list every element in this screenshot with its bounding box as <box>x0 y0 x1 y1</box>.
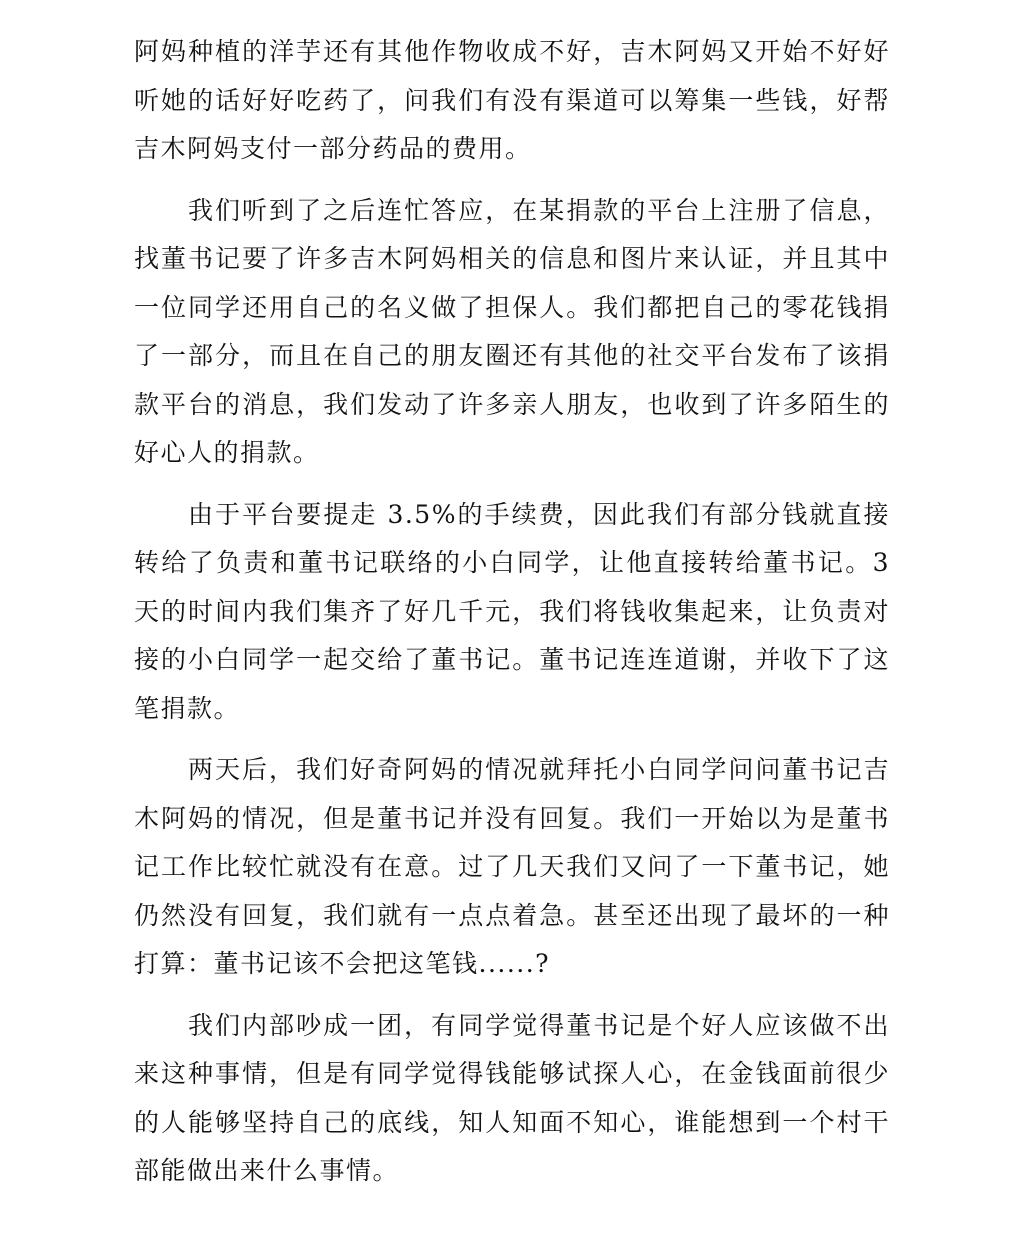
paragraph-1: 阿妈种植的洋芋还有其他作物收成不好，吉木阿妈又开始不好好听她的话好好吃药了，问我们有没有渠道可以筹集一些钱，好帮吉木阿妈支付一部分药品的费用。 <box>134 37 890 163</box>
paragraph-4: 两天后，我们好奇阿妈的情况就拜托小白同学问问董书记吉木阿妈的情况，但是董书记并没有回复。我们一开始以为是董书记工作比较忙就没有在意。过了几天我们又问了一下董书记，她仍然没有回复，我们就有一点点着急。甚至还出现了最坏的一种打算：董书记该不会把这笔钱......? <box>134 755 890 978</box>
paragraph-2: 我们听到了之后连忙答应，在某捐款的平台上注册了信息，找董书记要了许多吉木阿妈相关的信息和图片来认证，并且其中一位同学还用自己的名义做了担保人。我们都把自己的零花钱捐了一部分，而且在自己的朋友圈还有其他的社交平台发布了该捐款平台的消息，我们发动了许多亲人朋友，也收到了许多陌生的好心人的捐款。 <box>134 195 890 467</box>
paragraph-3: 由于平台要提走 3.5%的手续费，因此我们有部分钱就直接转给了负责和董书记联络的小白同学，让他直接转给董书记。3天的时间内我们集齐了好几千元，我们将钱收集起来，让负责对接的小白同学一起交给了董书记。董书记连连道谢，并收下了这笔捐款。 <box>134 499 890 723</box>
body-text <box>134 28 890 1209</box>
paragraph-5: 我们内部吵成一团，有同学觉得董书记是个好人应该做不出来这种事情，但是有同学觉得钱能够试探人心，在金钱面前很少的人能够坚持自己的底线，知人知面不知心，谁能想到一个村干部能做出来什么事情。 <box>134 1010 890 1185</box>
